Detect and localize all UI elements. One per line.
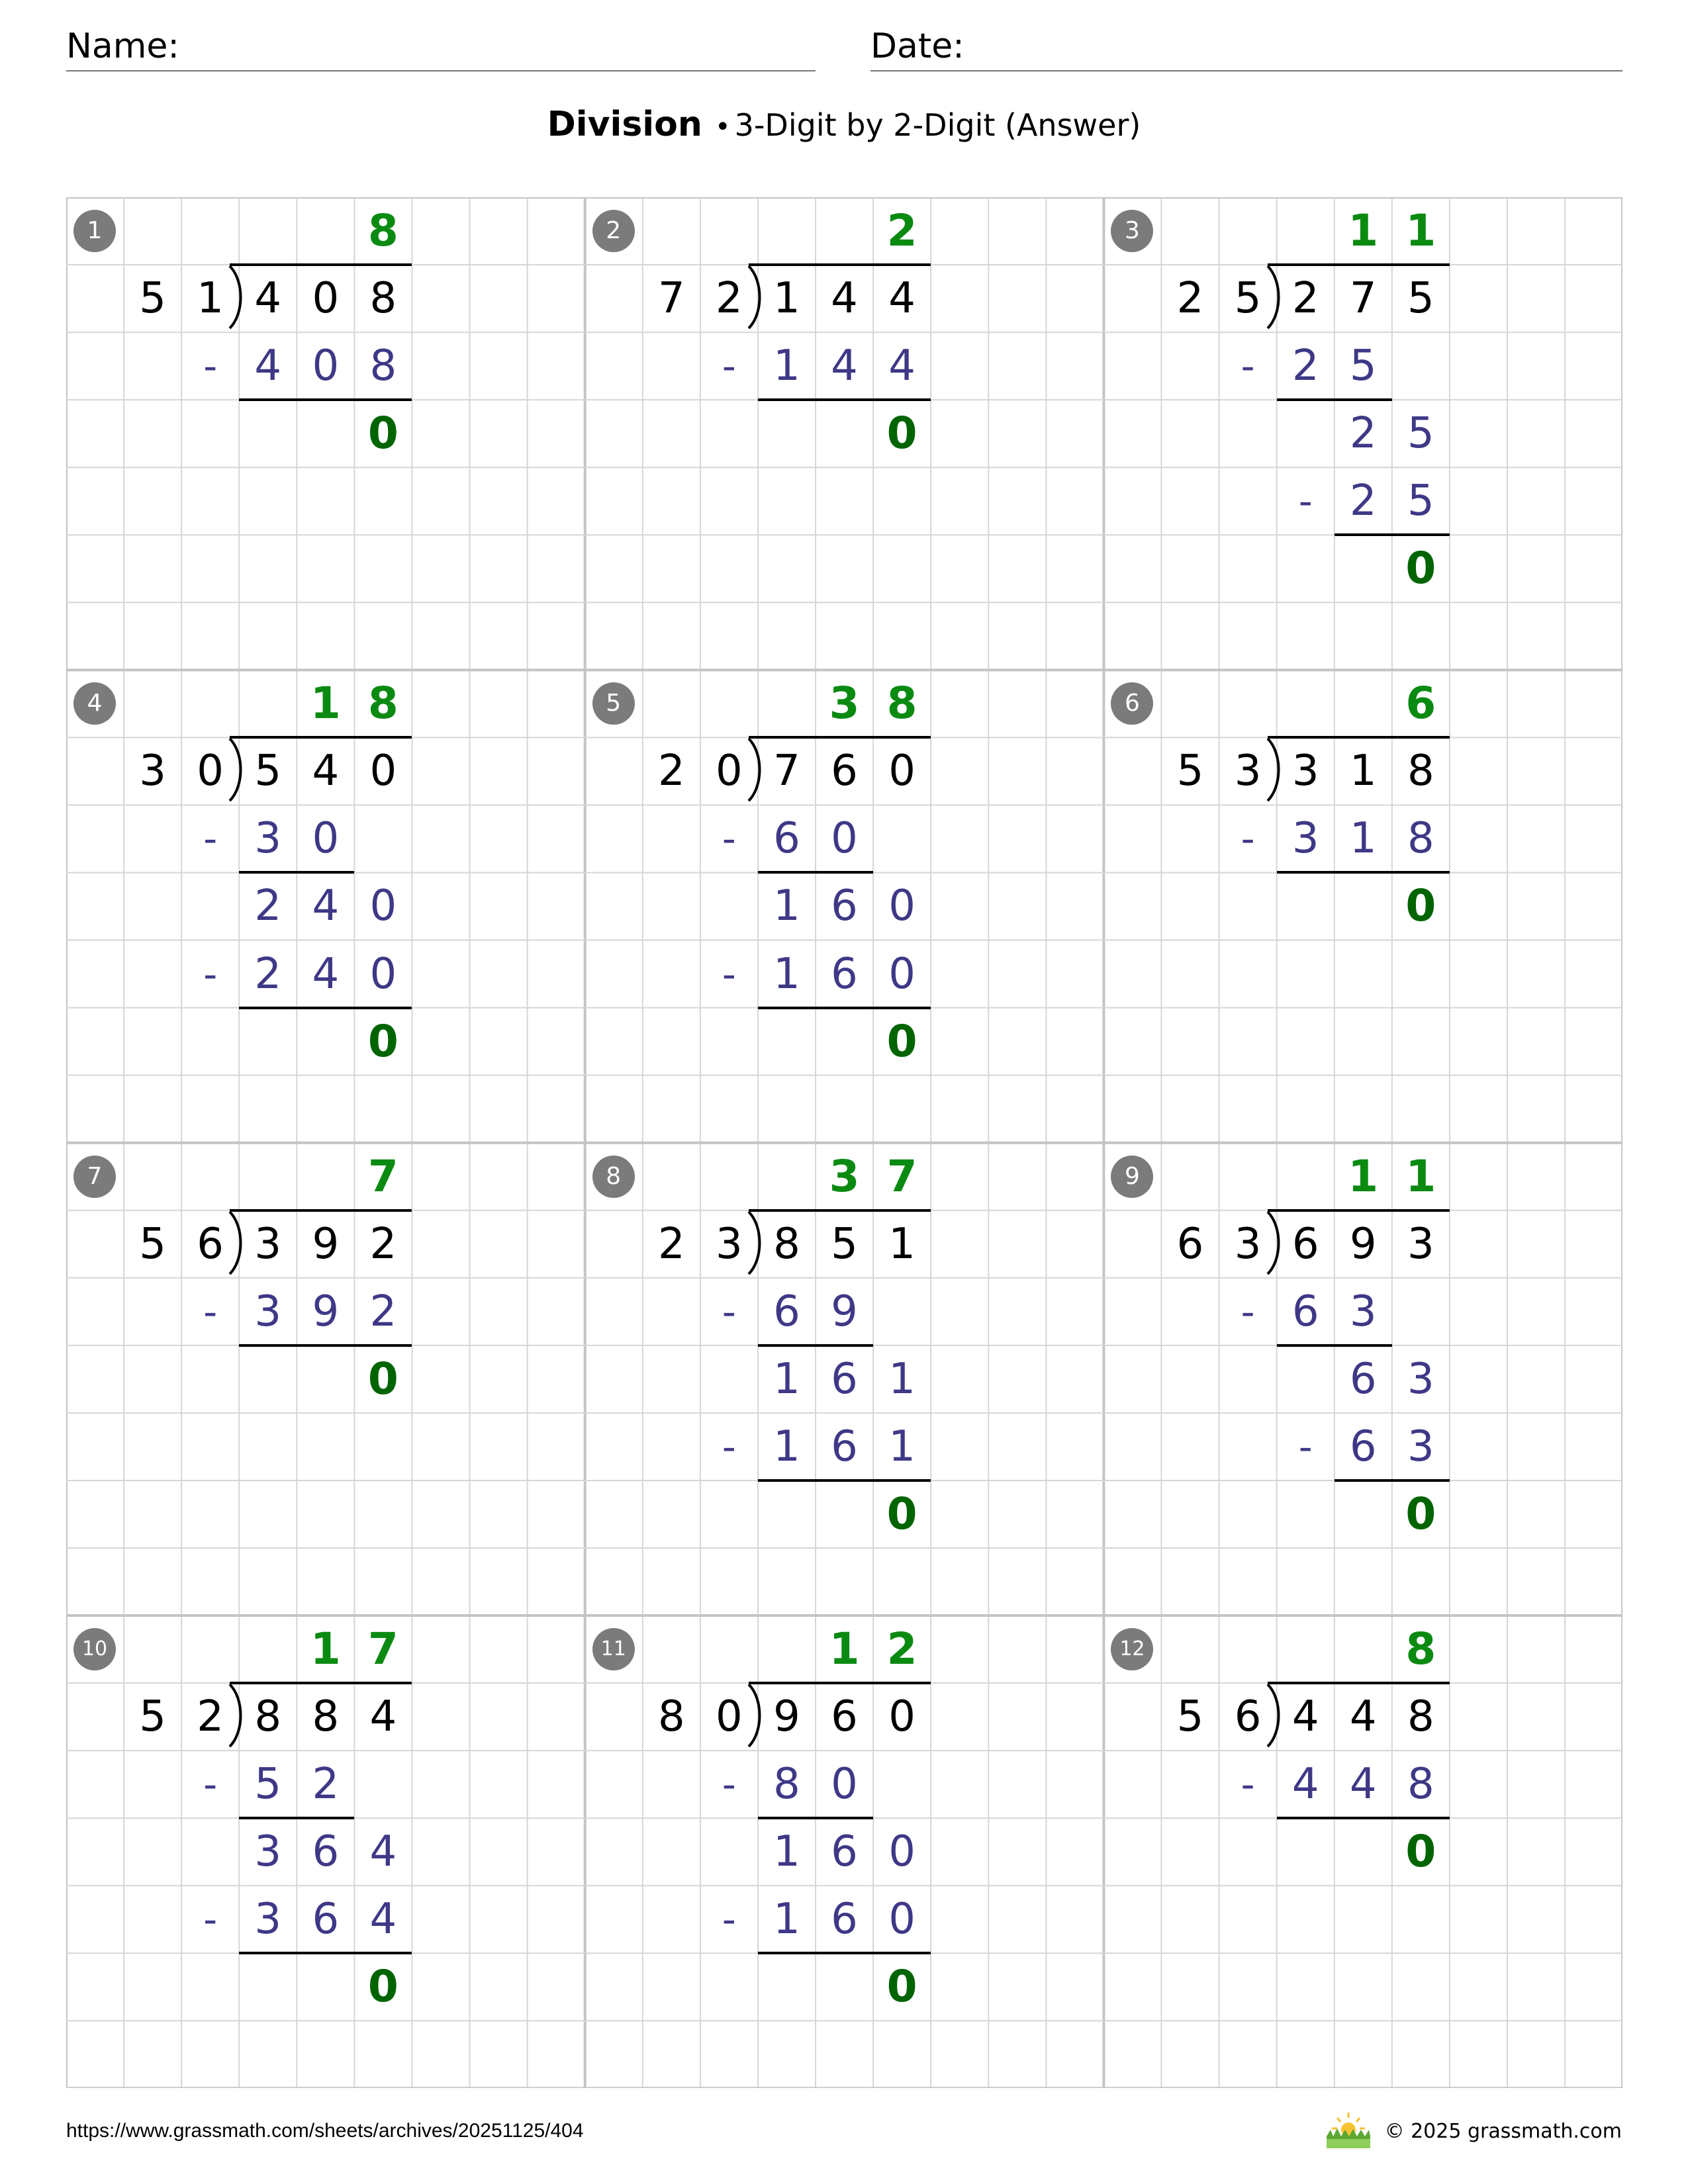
problem-4 xyxy=(66,670,585,1142)
remainder-digit: 4 xyxy=(312,882,340,931)
problem-number-badge: 1 xyxy=(73,210,116,252)
subtract-digit: 8 xyxy=(369,341,397,391)
subtract-digit: 4 xyxy=(369,1895,397,1944)
subtract-digit: 8 xyxy=(1407,814,1434,864)
minus-sign: - xyxy=(203,343,218,389)
brought-down-digit: 3 xyxy=(1407,1354,1434,1404)
division-bar xyxy=(1268,1682,1450,1684)
dividend-digit: 0 xyxy=(888,1692,915,1742)
subtract-digit: 3 xyxy=(1291,814,1319,864)
division-bracket xyxy=(1262,1210,1289,1278)
subtract-digit: 6 xyxy=(831,1422,858,1471)
subtract-digit: 5 xyxy=(254,1760,282,1809)
problem-number-badge: 6 xyxy=(1111,682,1153,725)
subtract-digit: 1 xyxy=(888,1422,915,1471)
divisor-digit: 5 xyxy=(139,1692,166,1742)
quotient-digit: 1 xyxy=(1405,205,1436,256)
subtract-digit: 0 xyxy=(312,341,340,391)
subtract-digit: 1 xyxy=(1349,814,1377,864)
dividend-digit: 8 xyxy=(1407,747,1434,796)
problem-11 xyxy=(585,1615,1104,2088)
dividend-digit: 4 xyxy=(1291,1692,1319,1742)
dividend-digit: 6 xyxy=(831,1692,858,1742)
minus-sign: - xyxy=(722,1762,736,1807)
remainder-digit: 1 xyxy=(773,1354,800,1404)
subtract-digit: 6 xyxy=(1349,1422,1377,1471)
problem-1 xyxy=(66,197,585,670)
subtract-digit: 6 xyxy=(1291,1287,1319,1336)
minus-sign: - xyxy=(203,1762,218,1807)
quotient-digit: 7 xyxy=(886,1150,917,1202)
final-remainder: 0 xyxy=(1405,880,1436,932)
subtract-digit: 0 xyxy=(369,949,397,999)
subtract-digit: 2 xyxy=(1291,341,1319,391)
minus-sign: - xyxy=(1241,816,1255,862)
divisor-digit: 3 xyxy=(139,747,166,796)
dividend-digit: 4 xyxy=(369,1692,397,1742)
dividend-digit: 1 xyxy=(773,274,800,324)
remainder-digit: 3 xyxy=(254,1827,282,1877)
remainder-digit: 6 xyxy=(312,1827,340,1877)
problem-7 xyxy=(66,1143,585,1615)
dividend-digit: 0 xyxy=(312,274,340,324)
quotient-digit: 1 xyxy=(310,678,341,729)
dividend-digit: 9 xyxy=(312,1219,340,1269)
subtract-digit: 0 xyxy=(888,949,915,999)
final-remainder: 0 xyxy=(886,1015,917,1067)
division-bracket xyxy=(224,737,251,805)
subtract-digit: 4 xyxy=(1291,1760,1319,1809)
subtract-digit: 2 xyxy=(1349,477,1377,526)
dividend-digit: 4 xyxy=(888,274,915,324)
subtract-digit: 3 xyxy=(254,1895,282,1944)
final-remainder: 0 xyxy=(886,1488,917,1539)
divisor-digit: 0 xyxy=(716,747,743,796)
divisor-digit: 7 xyxy=(657,274,685,324)
subtract-digit: 1 xyxy=(773,341,800,391)
divisor-digit: 2 xyxy=(657,747,685,796)
problem-8 xyxy=(585,1143,1104,1615)
division-bracket xyxy=(224,1683,251,1751)
division-bracket xyxy=(224,1210,251,1278)
final-remainder: 0 xyxy=(886,1961,917,2013)
problem-12 xyxy=(1103,1615,1622,2088)
subtract-digit: 1 xyxy=(773,1895,800,1944)
remainder-digit: 6 xyxy=(831,882,858,931)
minus-sign: - xyxy=(722,343,736,389)
dividend-digit: 1 xyxy=(1349,747,1377,796)
quotient-digit: 1 xyxy=(310,1623,341,1675)
problem-2 xyxy=(585,197,1104,670)
quotient-digit: 7 xyxy=(367,1623,399,1675)
subtract-digit: 4 xyxy=(254,341,282,391)
remainder-digit: 6 xyxy=(831,1354,858,1404)
problem-3 xyxy=(1103,197,1622,670)
divisor-digit: 1 xyxy=(197,274,224,324)
problem-number-badge: 12 xyxy=(1111,1628,1153,1670)
subtract-digit: 5 xyxy=(1349,341,1377,391)
dividend-digit: 7 xyxy=(1349,274,1377,324)
footer-url[interactable]: https://www.grassmath.com/sheets/archives/20251125/404 xyxy=(66,2120,584,2142)
problem-number-badge: 11 xyxy=(592,1628,635,1670)
dividend-digit: 3 xyxy=(1407,1219,1434,1269)
footer-copyright: © 2025 grassmath.com xyxy=(1384,2120,1622,2143)
dividend-digit: 9 xyxy=(773,1692,800,1742)
subtract-digit: 3 xyxy=(254,1287,282,1336)
subtract-digit: 6 xyxy=(831,949,858,999)
dividend-digit: 6 xyxy=(831,747,858,796)
divisor-digit: 2 xyxy=(1176,274,1204,324)
divisor-digit: 3 xyxy=(1234,747,1262,796)
division-bracket xyxy=(743,265,770,332)
quotient-digit: 1 xyxy=(1405,1150,1436,1202)
quotient-digit: 1 xyxy=(1348,205,1379,256)
divisor-digit: 2 xyxy=(197,1692,224,1742)
quotient-digit: 3 xyxy=(829,1150,860,1202)
dividend-digit: 2 xyxy=(369,1219,397,1269)
problem-5 xyxy=(585,670,1104,1142)
worksheet-title xyxy=(0,105,1688,144)
divisor-digit: 0 xyxy=(716,1692,743,1742)
subtract-digit: 2 xyxy=(312,1760,340,1809)
quotient-digit: 1 xyxy=(1348,1150,1379,1202)
dividend-digit: 5 xyxy=(1407,274,1434,324)
grass-sun-logo-icon xyxy=(1325,2110,1372,2150)
division-bar xyxy=(749,263,931,266)
division-bar xyxy=(1268,1209,1450,1212)
minus-sign: - xyxy=(1298,1424,1313,1469)
subtract-digit: 0 xyxy=(831,1760,858,1809)
subtract-digit: 6 xyxy=(773,1287,800,1336)
remainder-digit: 6 xyxy=(831,1827,858,1877)
subtract-digit: 3 xyxy=(1349,1287,1377,1336)
division-bar xyxy=(749,1682,931,1684)
remainder-digit: 2 xyxy=(254,882,282,931)
problem-10 xyxy=(66,1615,585,2088)
problem-grid xyxy=(66,197,1622,2088)
subtract-digit: 4 xyxy=(888,341,915,391)
subtract-digit: 9 xyxy=(312,1287,340,1336)
date-field[interactable] xyxy=(870,24,1622,71)
divisor-digit: 3 xyxy=(716,1219,743,1269)
quotient-digit: 1 xyxy=(829,1623,860,1675)
division-bracket xyxy=(743,1683,770,1751)
final-remainder: 0 xyxy=(367,1961,399,2013)
subtract-digit: 8 xyxy=(773,1760,800,1809)
dividend-digit: 4 xyxy=(312,747,340,796)
subtract-digit: 2 xyxy=(254,949,282,999)
subtract-digit: 5 xyxy=(1407,477,1434,526)
problem-number-badge: 10 xyxy=(73,1628,116,1670)
remainder-digit: 1 xyxy=(773,882,800,931)
dividend-digit: 5 xyxy=(831,1219,858,1269)
division-bracket xyxy=(1262,265,1289,332)
division-bracket xyxy=(1262,737,1289,805)
remainder-digit: 1 xyxy=(773,1827,800,1877)
division-bar xyxy=(749,736,931,739)
final-remainder: 0 xyxy=(367,1353,399,1404)
divisor-digit: 2 xyxy=(716,274,743,324)
minus-sign: - xyxy=(722,951,736,997)
problem-number-badge: 4 xyxy=(73,682,116,725)
brought-down-digit: 4 xyxy=(369,1827,397,1877)
divisor-digit: 2 xyxy=(657,1219,685,1269)
division-bar xyxy=(230,736,412,739)
subtract-digit: 6 xyxy=(831,1895,858,1944)
dividend-digit: 8 xyxy=(254,1692,282,1742)
brought-down-digit: 0 xyxy=(888,882,915,931)
quotient-digit: 7 xyxy=(367,1150,399,1202)
division-bar xyxy=(1268,736,1450,739)
division-bar xyxy=(1268,263,1450,266)
division-bracket xyxy=(743,737,770,805)
quotient-digit: 3 xyxy=(829,678,860,729)
subtract-digit: 4 xyxy=(312,949,340,999)
subtract-digit: 2 xyxy=(369,1287,397,1336)
division-bracket xyxy=(1262,1683,1289,1751)
quotient-digit: 6 xyxy=(1405,678,1436,729)
dividend-digit: 8 xyxy=(312,1692,340,1742)
divisor-digit: 6 xyxy=(1234,1692,1262,1742)
minus-sign: - xyxy=(722,816,736,862)
division-bar xyxy=(230,1209,412,1212)
dividend-digit: 7 xyxy=(773,747,800,796)
subtract-digit: 4 xyxy=(1349,1760,1377,1809)
subtract-digit: 0 xyxy=(831,814,858,864)
problem-9 xyxy=(1103,1143,1622,1615)
brought-down-digit: 5 xyxy=(1407,409,1434,459)
dividend-digit: 3 xyxy=(1291,747,1319,796)
dividend-digit: 2 xyxy=(1291,274,1319,324)
minus-sign: - xyxy=(1298,478,1313,524)
minus-sign: - xyxy=(203,816,218,862)
minus-sign: - xyxy=(203,951,218,997)
title-separator: • xyxy=(714,112,731,142)
minus-sign: - xyxy=(203,1897,218,1942)
division-bar xyxy=(230,1682,412,1684)
minus-sign: - xyxy=(722,1424,736,1469)
final-remainder: 0 xyxy=(1405,1826,1436,1878)
minus-sign: - xyxy=(203,1289,218,1334)
final-remainder: 0 xyxy=(1405,1488,1436,1539)
final-remainder: 0 xyxy=(886,408,917,459)
brought-down-digit: 1 xyxy=(888,1354,915,1404)
subtract-digit: 3 xyxy=(254,814,282,864)
dividend-digit: 8 xyxy=(773,1219,800,1269)
problem-6 xyxy=(1103,670,1622,1142)
dividend-digit: 3 xyxy=(254,1219,282,1269)
divisor-digit: 8 xyxy=(657,1692,685,1742)
subtract-digit: 6 xyxy=(312,1895,340,1944)
dividend-digit: 8 xyxy=(369,274,397,324)
divisor-digit: 6 xyxy=(197,1219,224,1269)
problem-number-badge: 7 xyxy=(73,1156,116,1198)
division-bracket xyxy=(743,1210,770,1278)
subtract-digit: 0 xyxy=(888,1895,915,1944)
problem-number-badge: 9 xyxy=(1111,1156,1153,1198)
divisor-digit: 5 xyxy=(139,1219,166,1269)
divisor-digit: 5 xyxy=(139,274,166,324)
minus-sign: - xyxy=(722,1897,736,1942)
dividend-digit: 5 xyxy=(254,747,282,796)
subtract-digit: 6 xyxy=(773,814,800,864)
division-bar xyxy=(230,263,412,266)
dividend-digit: 1 xyxy=(888,1219,915,1269)
brought-down-digit: 0 xyxy=(369,882,397,931)
subtract-digit: 4 xyxy=(831,341,858,391)
subtract-digit: 1 xyxy=(773,1422,800,1471)
dividend-digit: 8 xyxy=(1407,1692,1434,1742)
dividend-digit: 9 xyxy=(1349,1219,1377,1269)
divisor-digit: 5 xyxy=(1234,274,1262,324)
remainder-digit: 2 xyxy=(1349,409,1377,459)
title-subtitle: 3-Digit by 2-Digit (Answer) xyxy=(734,107,1141,143)
name-field[interactable] xyxy=(66,24,816,71)
quotient-digit: 2 xyxy=(886,1623,917,1675)
subtract-digit: 3 xyxy=(1407,1422,1434,1471)
minus-sign: - xyxy=(1241,1762,1255,1807)
final-remainder: 0 xyxy=(1405,543,1436,594)
subtract-digit: 1 xyxy=(773,949,800,999)
problem-number-badge: 8 xyxy=(592,1156,635,1198)
quotient-digit: 8 xyxy=(886,678,917,729)
name-label: Name: xyxy=(66,26,179,66)
problem-number-badge: 3 xyxy=(1111,210,1153,252)
problem-number-badge: 5 xyxy=(592,682,635,725)
final-remainder: 0 xyxy=(367,408,399,459)
minus-sign: - xyxy=(722,1289,736,1334)
subtract-digit: 8 xyxy=(1407,1760,1434,1809)
divisor-digit: 3 xyxy=(1234,1219,1262,1269)
divisor-digit: 5 xyxy=(1176,747,1204,796)
division-bar xyxy=(749,1209,931,1212)
division-bracket xyxy=(224,265,251,332)
subtract-digit: 9 xyxy=(831,1287,858,1336)
divisor-digit: 5 xyxy=(1176,1692,1204,1742)
dividend-digit: 4 xyxy=(1349,1692,1377,1742)
quotient-digit: 8 xyxy=(367,678,399,729)
divisor-digit: 6 xyxy=(1176,1219,1204,1269)
date-label: Date: xyxy=(870,26,964,66)
quotient-digit: 2 xyxy=(886,205,917,256)
dividend-digit: 0 xyxy=(369,747,397,796)
dividend-digit: 4 xyxy=(254,274,282,324)
brought-down-digit: 0 xyxy=(888,1827,915,1877)
dividend-digit: 0 xyxy=(888,747,915,796)
dividend-digit: 6 xyxy=(1291,1219,1319,1269)
remainder-digit: 6 xyxy=(1349,1354,1377,1404)
dividend-digit: 4 xyxy=(831,274,858,324)
problem-number-badge: 2 xyxy=(592,210,635,252)
divisor-digit: 0 xyxy=(197,747,224,796)
quotient-digit: 8 xyxy=(1405,1623,1436,1675)
final-remainder: 0 xyxy=(367,1015,399,1067)
minus-sign: - xyxy=(1241,343,1255,389)
minus-sign: - xyxy=(1241,1289,1255,1334)
quotient-digit: 8 xyxy=(367,205,399,256)
title-main: Division xyxy=(547,105,702,144)
subtract-digit: 0 xyxy=(312,814,340,864)
